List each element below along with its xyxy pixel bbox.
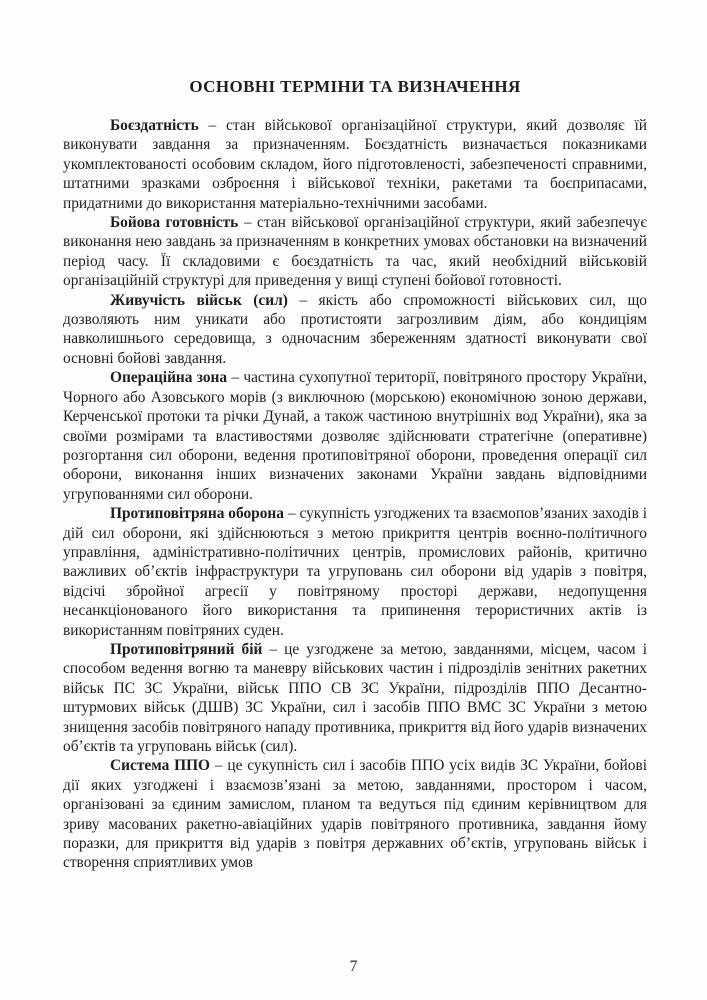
definition-text: – це сукупність сил і засобів ППО усіх видів ЗС України, бойові дії яких узгоджені і взаємозв’язані за метою, завданнями, простором і часом, організовані за єдиним замислом, планом та ведуться під єдиним керівництвом для зриву масованих ракетно-авіаційних ударів повітряного противника, завдання йому поразки, для прикриття від ударів з повітря державних об’єктів, угруповань військ і створення сприятливих умов — [63, 757, 647, 872]
term-label: Система ППО — [110, 757, 211, 775]
term-label: Протиповітряна оборона — [110, 505, 284, 523]
definition-text: – якість або спроможності військових сил, що дозволяють ним уникати або протистояти загрозливим діям, або кондиціям навколишнього середовища, з одночасним збереженням здатності виконувати свої основні бойові завдання. — [63, 291, 647, 367]
term-label: Бойова готовність — [110, 214, 239, 232]
term-label: Операційна зона — [110, 369, 228, 387]
text-column — [63, 0, 647, 873]
definition-paragraph — [63, 756, 647, 872]
page-title: ОСНОВНІ ТЕРМІНИ ТА ВИЗНАЧЕННЯ — [189, 77, 521, 96]
definition-text: – сукупність узгоджених та взаємопов’язаних заходів і дій сил оборони, які здійснюються з метою прикриття центрів воєнно-політичного управління, адміністративно-політичних центрів, промислових районів, критично важливих об’єктів інфраструктури та угруповань сил оборони від ударів з повітря, відсічі збройної агресії у повітряному просторі держави, недопущення несанкціонованого його використання та припинення терористичних актів із використанням повітряних суден. — [63, 505, 647, 639]
definition-paragraph — [63, 116, 647, 213]
definition-text: – стан військової організаційної структури, який дозволяє їй виконувати завдання за призначенням. Боєздатність визначається показниками укомплектованості особовим складом, його підготовленості, забезпеченості справними, штатними зразками озброєння і військової техніки, ракетами та боєприпасами, придатними до використання матеріально-технічними засобами. — [63, 117, 647, 212]
definition-text: – стан військової організаційної структури, який забезпечує виконання нею завдань за призначенням в конкретних умовах обстановки на визначений період часу. Її складовими є боєздатність та час, який необхідний військовій організаційній структурі для приведення у вищі ступені бойової готовності. — [63, 214, 647, 290]
term-label: Живучість військ (сил) — [110, 291, 288, 309]
definitions-body — [63, 116, 647, 873]
definition-text: – частина сухопутної території, повітряного простору України, Чорного або Азовського морів (з виключною (морською) економічною зоною держави, Керченської протоки та річки Дунай, а також частиною внутрішніх вод України), яка за своїми розмірами та властивостями дозволяє здійснювати стратегічне (оперативне) розгортання сил оборони, ведення протиповітряної оборони, проведення операції сил оборони, виконання інших визначених законами України завдань відповідними угрупованнями сил оборони. — [63, 369, 648, 503]
definition-paragraph — [63, 213, 647, 291]
page-number: 7 — [349, 958, 358, 975]
term-label: Протиповітряний бій — [110, 640, 263, 658]
definition-paragraph — [63, 504, 647, 640]
definition-paragraph — [63, 368, 647, 504]
definition-paragraph — [63, 640, 647, 756]
definition-paragraph — [63, 291, 647, 369]
definition-text: – це узгоджене за метою, завданнями, місцем, часом і способом ведення вогню та маневру військових частин і підрозділів зенітних ракетних військ ПС ЗС України, військ ППО СВ ЗС України, підрозділів ППО Десантно-штурмових військ (ДШВ) ЗС України, сил і засобів ППО ВМС ЗС України з метою знищення засобів повітряного нападу противника, прикриття від його ударів визначених об’єктів та угруповань військ (сил). — [63, 640, 647, 755]
term-label: Боєздатність — [110, 117, 199, 134]
